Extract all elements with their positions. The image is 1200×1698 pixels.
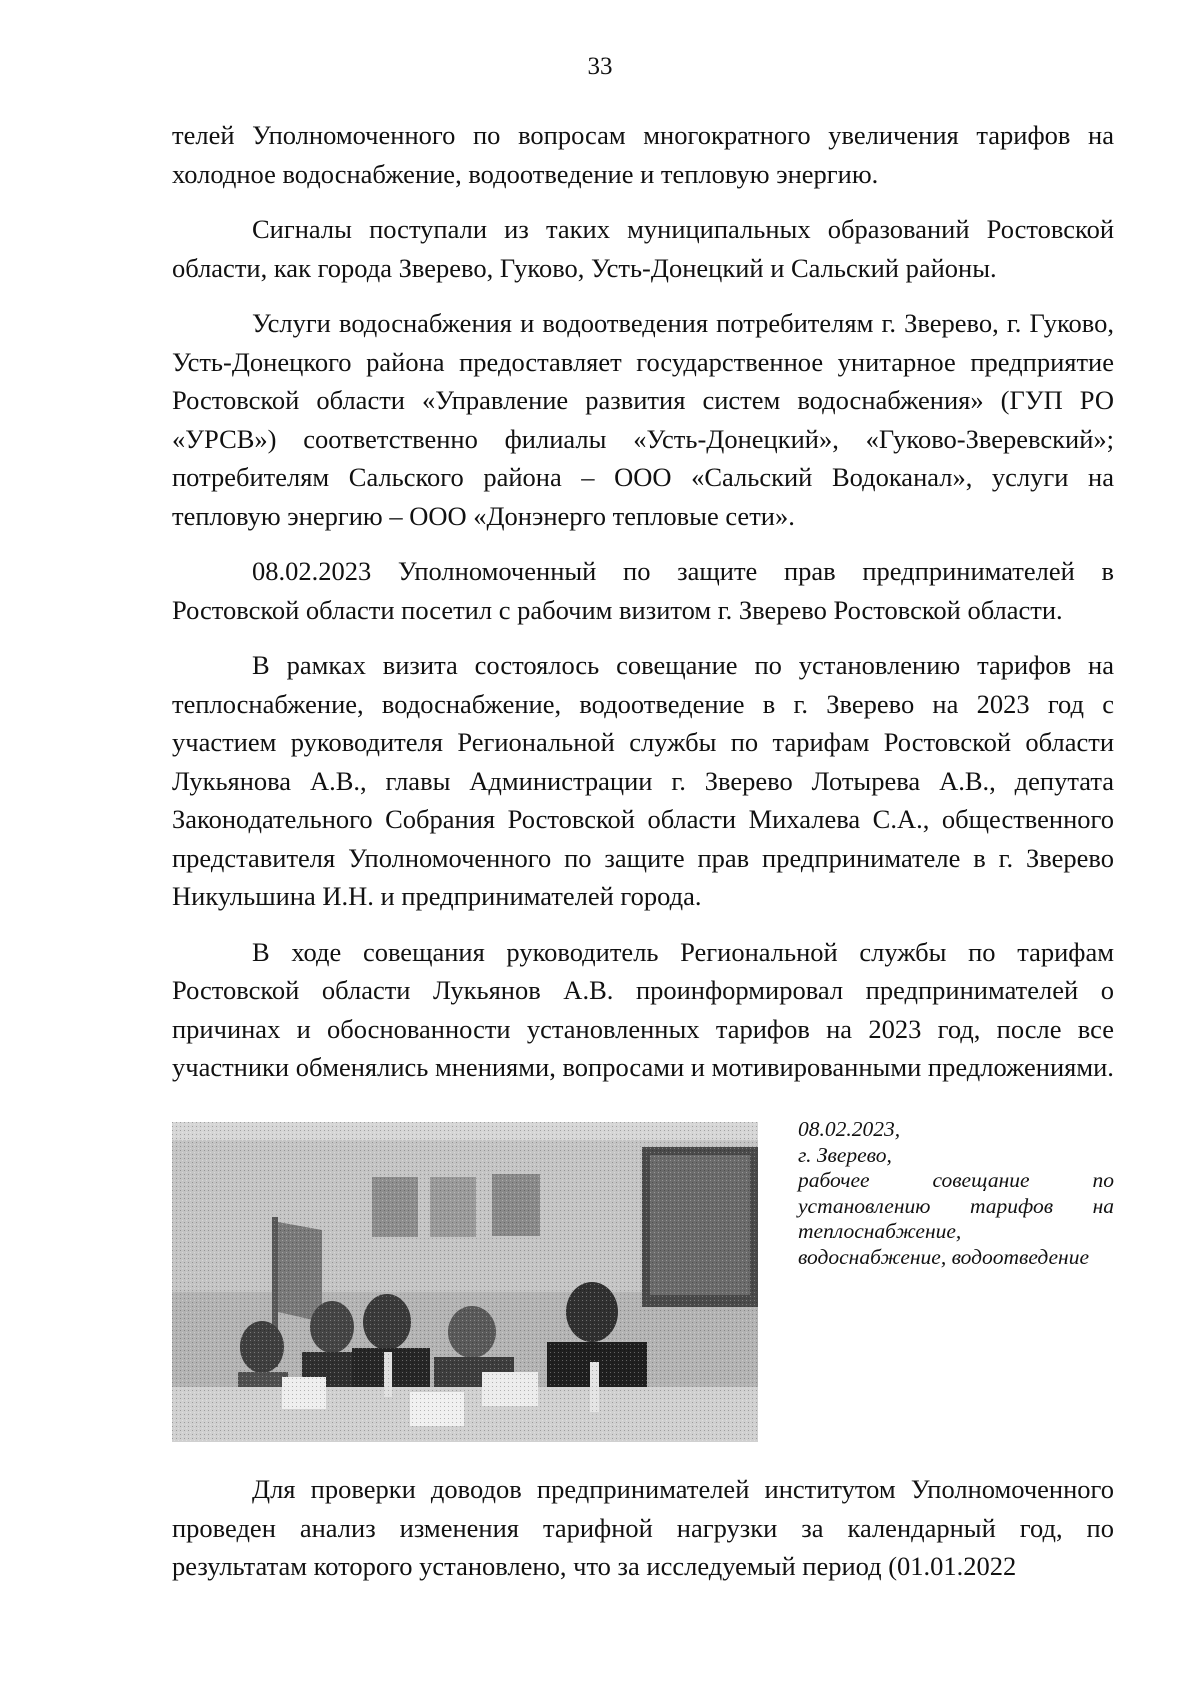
- paragraph: В рамках визита состоялось совещание по установлению тарифов на теплоснабжение, водоснабжение, водоотведение в г. Зверево на 2023 год с участием руководителя Региональной службы по тарифам Ростовской области Лукьянова А.В., главы Администрации г. Зверево Лотырева А.В., депутата Законодательного Собрания Ростовской области Михалева С.А., общественного представителя Уполномоченного по защите прав предпринимателе в г. Зверево Никульшина И.Н. и предпринимателей города.: [172, 650, 1114, 911]
- page-number: 33: [587, 53, 613, 80]
- paragraph: Услуги водоснабжения и водоотведения потребителям г. Зверево, г. Гуково, Усть-Донецкого района предоставляет государственное унитарное предприятие Ростовской области «Управление развития систем водоснабжения» (ГУП РО «УРСВ») соответственно филиалы «Усть-Донецкий», «Гуково-Зверевский»; потребителям Сальского района – ООО «Сальский Водоканал», услуги на тепловую энергию – ООО «Донэнерго тепловые сети».: [172, 308, 1114, 531]
- body-text-top: [172, 116, 1114, 1087]
- paragraph: Для проверки доводов предпринимателей институтом Уполномоченного проведен анализ изменения тарифной нагрузки за календарный год, по результатам которого установлено, что за исследуемый период (01.01.2022: [172, 1474, 1114, 1581]
- paragraph: телей Уполномоченного по вопросам многократного увеличения тарифов на холодное водоснабжение, водоотведение и тепловую энергию.: [172, 120, 1114, 189]
- caption-text: рабочее совещание по установлению тарифов на теплоснабжение, водоснабжение, водоотведение: [798, 1168, 1114, 1269]
- body-text-bottom: [172, 1470, 1114, 1586]
- paragraph: В ходе совещания руководитель Региональной службы по тарифам Ростовской области Лукьянов А.В. проинформировал предпринимателей о причинах и обоснованности установленных тарифов на 2023 год, после все участники обменялись мнениями, вопросами и мотивированными предложениями.: [172, 936, 1114, 1082]
- caption-date: 08.02.2023,: [798, 1117, 901, 1141]
- paragraph: 08.02.2023 Уполномоченный по защите прав предпринимателей в Ростовской области посетил с рабочим визитом г. Зверево Ростовской области.: [172, 556, 1114, 625]
- photo-caption: [798, 1117, 1114, 1270]
- caption-place: г. Зверево,: [798, 1142, 892, 1167]
- paragraph: Сигналы поступали из таких муниципальных образований Ростовской области, как города Зверево, Гуково, Усть-Донецкий и Сальский районы.: [172, 214, 1114, 283]
- meeting-photo: [172, 1122, 758, 1442]
